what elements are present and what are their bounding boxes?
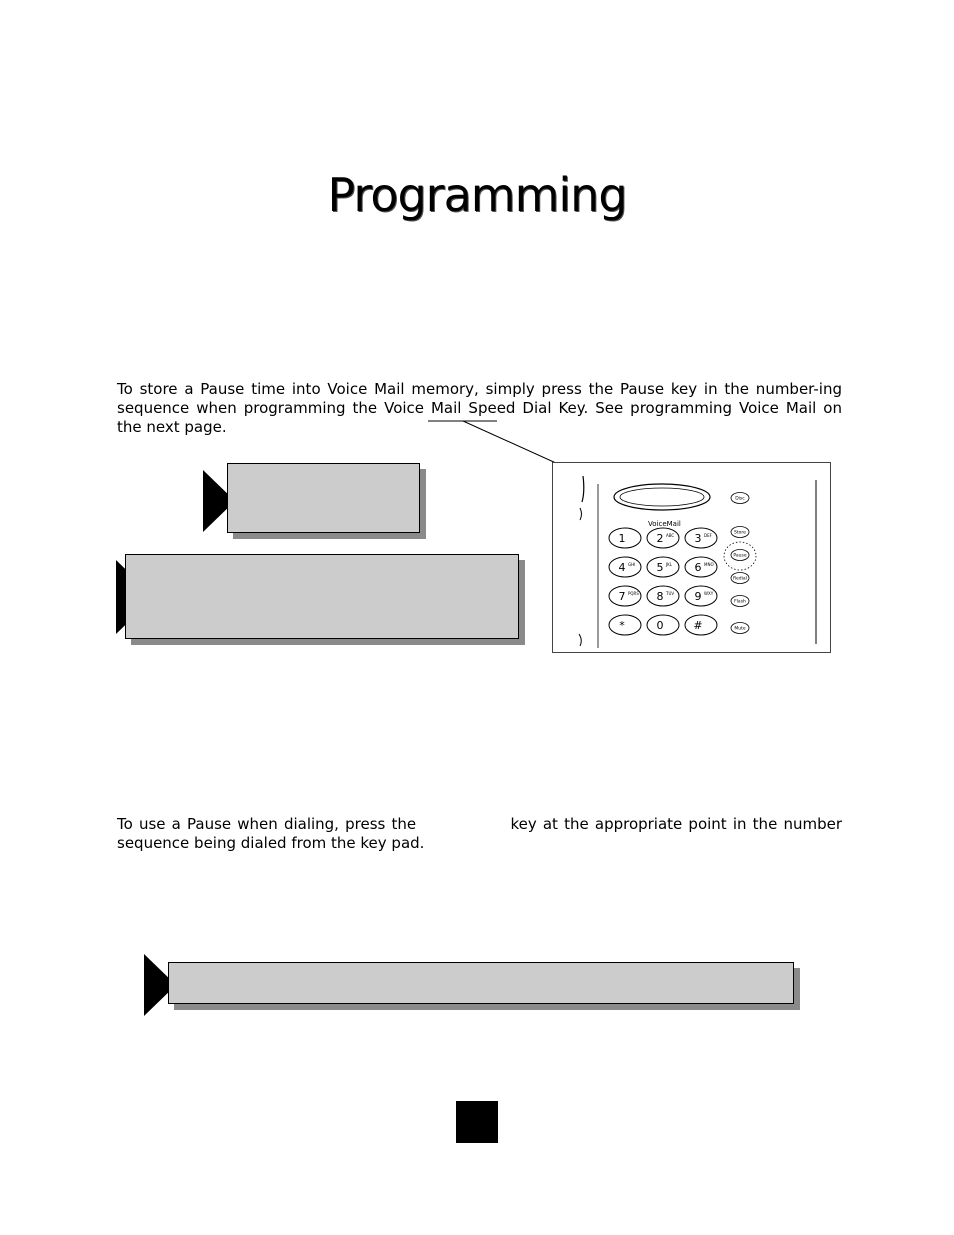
phone-keypad-illustration bbox=[552, 462, 831, 653]
keypad-letters: WXY bbox=[704, 591, 714, 596]
keypad-key-3 bbox=[685, 528, 717, 548]
voicemail-label: VoiceMail bbox=[648, 520, 681, 528]
function-key-label: Mute bbox=[734, 626, 746, 632]
keypad-digit: 9 bbox=[694, 590, 702, 603]
keypad-digit: 1 bbox=[618, 532, 626, 545]
keypad-digit: 6 bbox=[694, 561, 702, 574]
page-title: Programming bbox=[327, 168, 627, 222]
pause-dialing-instructions bbox=[117, 815, 842, 853]
keypad-key-6 bbox=[685, 557, 717, 577]
function-key-disc bbox=[731, 493, 749, 504]
function-key-label: Redial bbox=[733, 576, 747, 582]
note-box-bottom bbox=[168, 962, 794, 1004]
keypad-key-9 bbox=[685, 586, 717, 606]
function-key-store bbox=[731, 527, 749, 538]
function-key-label: Pause bbox=[733, 553, 747, 559]
note-box-large bbox=[125, 554, 519, 639]
keypad-letters: GHI bbox=[628, 562, 636, 567]
instruction-text-before: To use a Pause when dialing, press the bbox=[117, 815, 417, 833]
keypad-letters: TUV bbox=[666, 591, 675, 596]
note-box-small bbox=[227, 463, 420, 533]
keypad-key-2 bbox=[647, 528, 679, 548]
keypad-digit: 2 bbox=[656, 532, 664, 545]
pause-storage-instructions: To store a Pause time into Voice Mail memory, simply press the Pause key in the number-ing sequence when programming the Voice Mail Speed Dial Key. See programming Voice Mail on the next page. bbox=[117, 380, 842, 436]
keypad-key-5 bbox=[647, 557, 679, 577]
function-key-mute bbox=[731, 623, 749, 634]
keypad-key-star bbox=[609, 615, 641, 635]
keypad-digit: 4 bbox=[618, 561, 626, 574]
keypad-key-1 bbox=[609, 528, 641, 548]
function-key-label: Store bbox=[734, 530, 746, 536]
keypad-key-4 bbox=[609, 557, 641, 577]
keypad-digit: 7 bbox=[618, 590, 626, 603]
keypad-letters: ABC bbox=[666, 533, 675, 538]
instruction-text-after: key at the appropriate point in the number sequence being dialed from the key pad. bbox=[117, 815, 842, 852]
keypad-letters: DEF bbox=[704, 533, 712, 538]
keypad-key-0 bbox=[647, 615, 679, 635]
function-key-redial bbox=[731, 573, 749, 584]
page-number-tab bbox=[456, 1101, 498, 1143]
keypad-letters: JKL bbox=[666, 562, 673, 567]
keypad-letters: MNO bbox=[704, 562, 714, 567]
keypad-digit: # bbox=[693, 619, 703, 632]
keypad-key-hash bbox=[685, 615, 717, 635]
keypad-digit: 8 bbox=[656, 590, 664, 603]
function-key-pause bbox=[731, 550, 749, 561]
keypad-digit: 5 bbox=[656, 561, 664, 574]
function-key-label: Flash bbox=[734, 599, 746, 605]
keypad-digit: 3 bbox=[694, 532, 702, 545]
keypad-letters: PQRS bbox=[628, 591, 639, 596]
keypad-digit: 0 bbox=[656, 619, 664, 632]
keypad-digit: * bbox=[619, 619, 625, 632]
keypad-key-8 bbox=[647, 586, 679, 606]
function-key-flash bbox=[731, 596, 749, 607]
function-key-label: Disc bbox=[735, 496, 745, 502]
keypad-key-7 bbox=[609, 586, 641, 606]
